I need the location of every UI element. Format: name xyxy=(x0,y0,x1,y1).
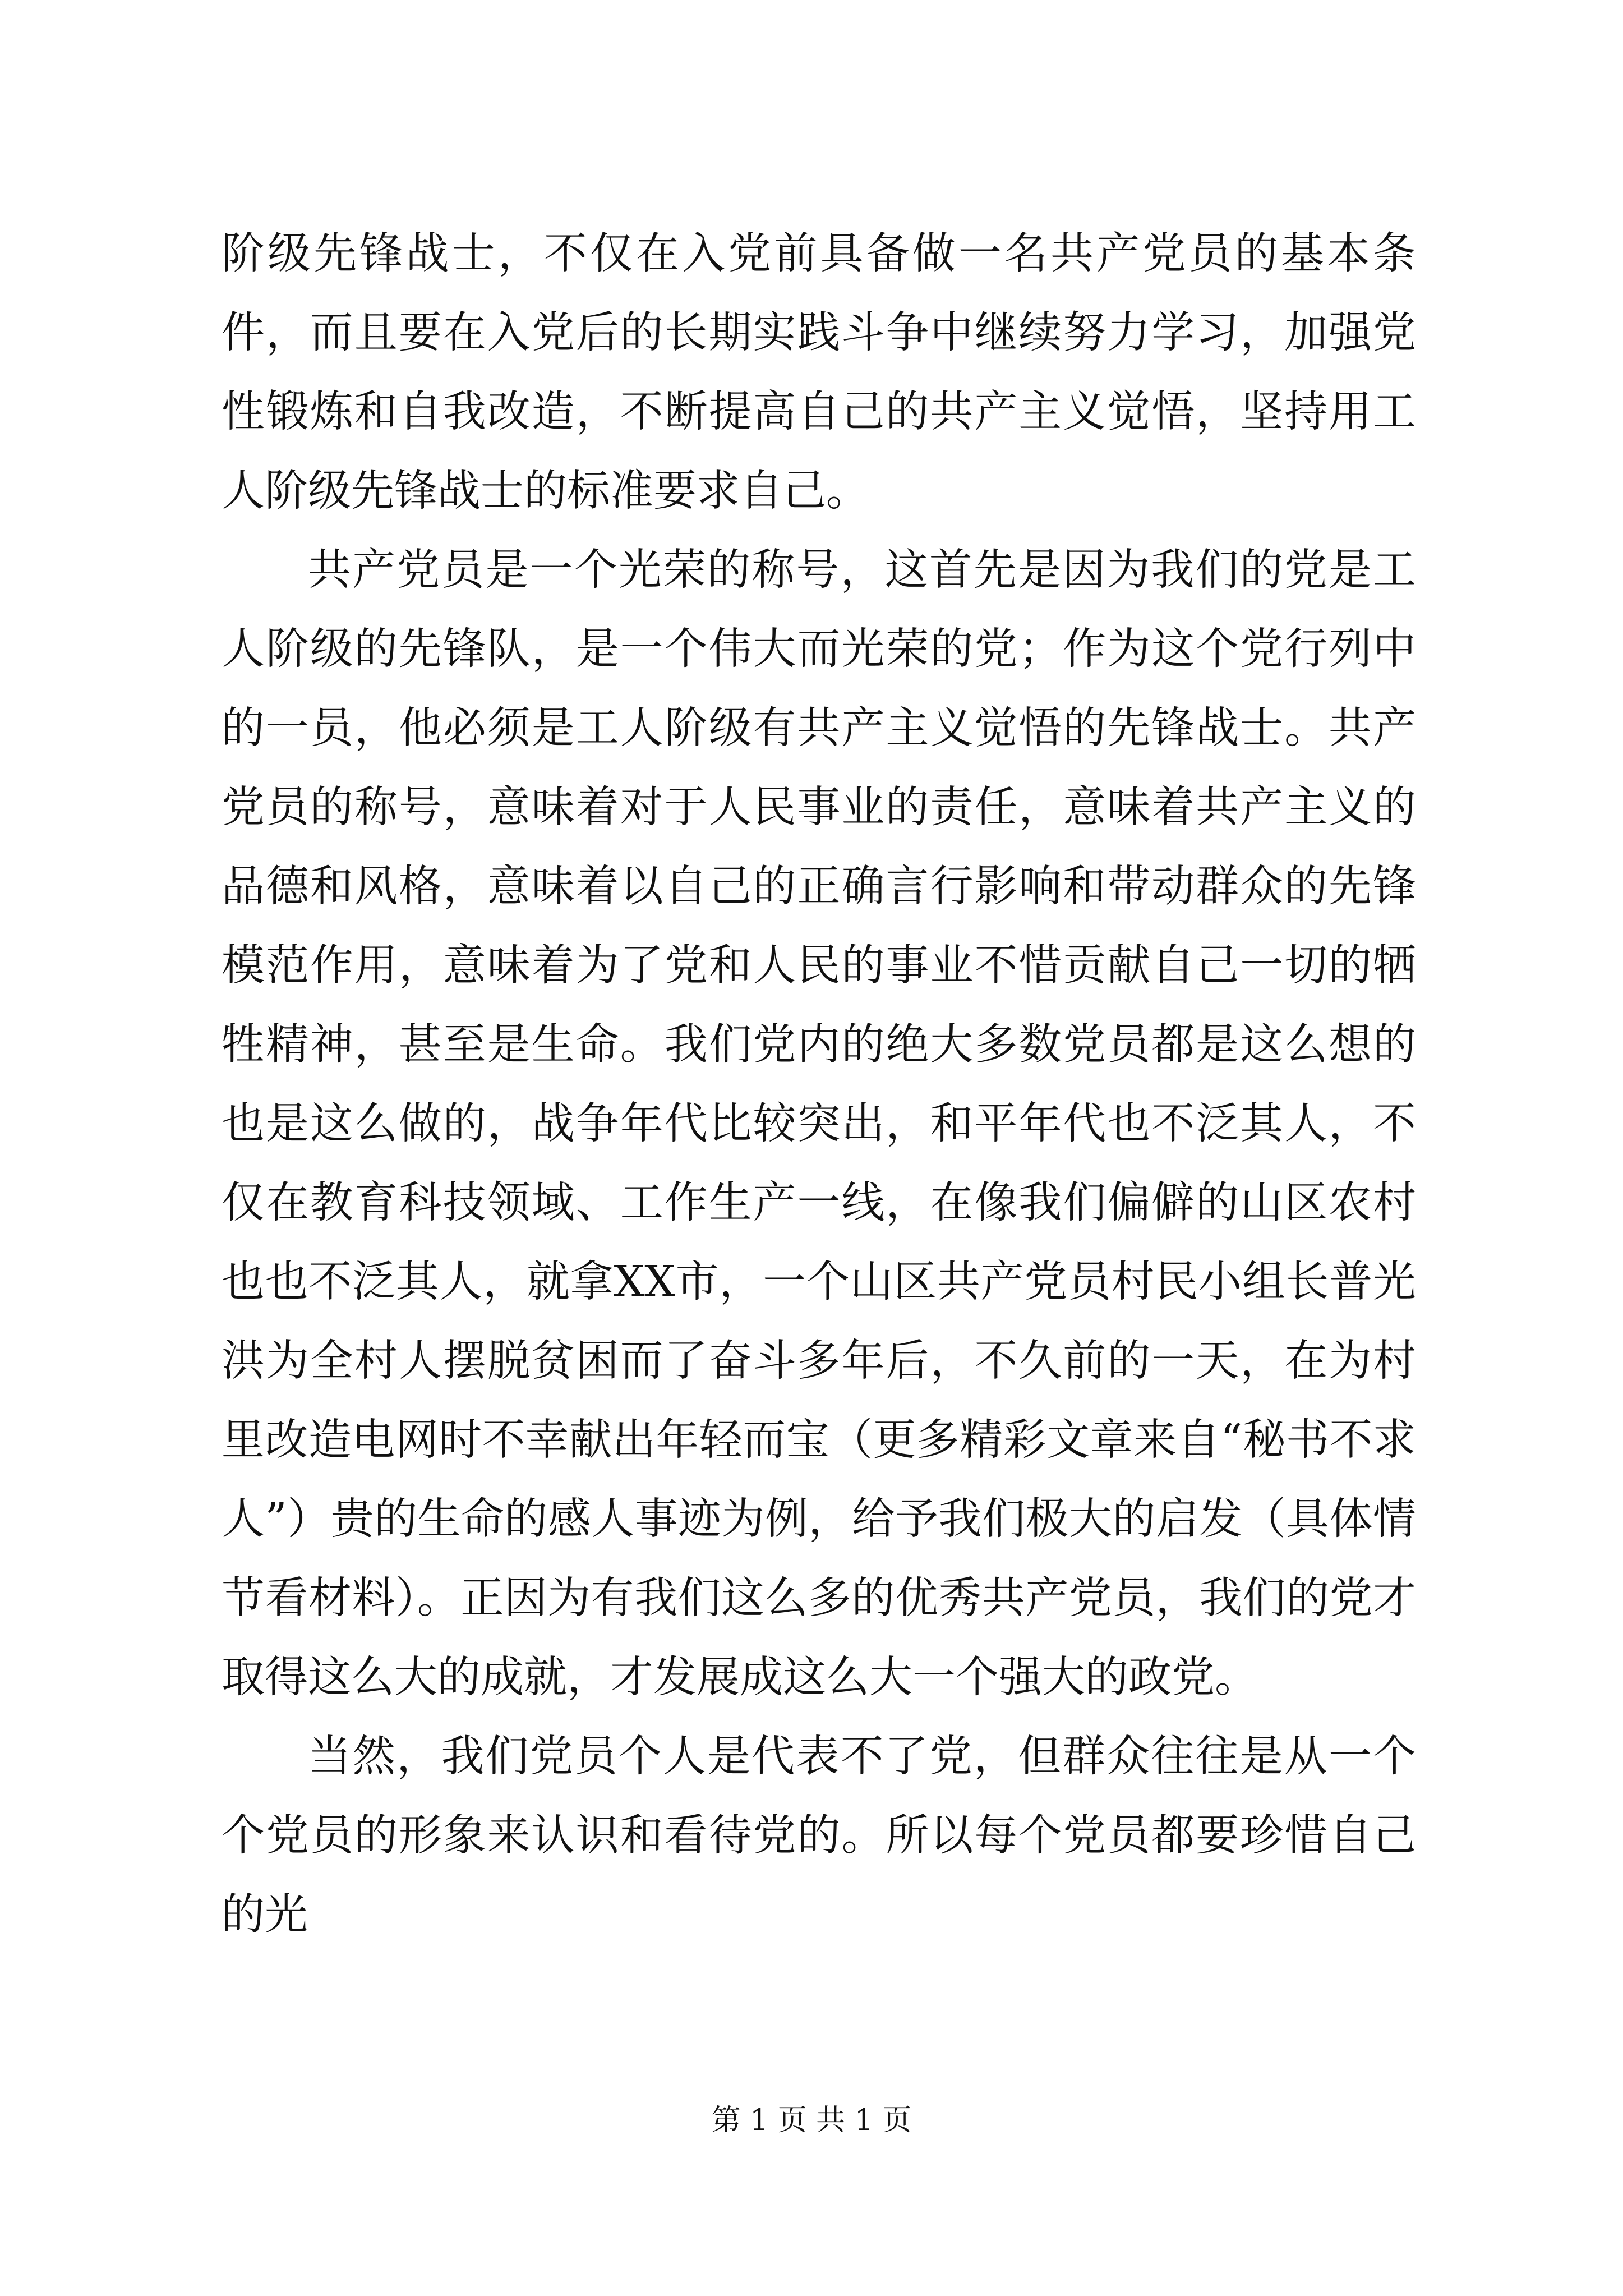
paragraph-2: 共产党员是一个光荣的称号，这首先是因为我们的党是工人阶级的先锋队，是一个伟大而光荣的党；作为这个党行列中的一员，他必须是工人阶级有共产主义觉悟的先锋战士。共产党员的称号，意味着对于人民事业的责任，意味着共产主义的品德和风格，意味着以自己的正确言行影响和带动群众的先锋模范作用，意味着为了党和人民的事业不惜贡献自己一切的牺牲精神，甚至是生命。我们党内的绝大多数党员都是这么想的也是这么做的，战争年代比较突出，和平年代也不泛其人，不仅在教育科技领域、工作生产一线，在像我们偏僻的山区农村也也不泛其人，就拿XX市，一个山区共产党员村民小组长普光洪为全村人摆脱贫困而了奋斗多年后，不久前的一天，在为村里改造电网时不幸献出年轻而宝（更多精彩文章来自“秘书不求人”）贵的生命的感人事迹为例，给予我们极大的启发（具体情节看材料）。正因为有我们这么多的优秀共产党员，我们的党才取得这么大的成就，才发展成这么大一个强大的政党。 xyxy=(222,545,1416,1703)
page-footer: 第 1 页 共 1 页 xyxy=(711,2104,912,2137)
document-body xyxy=(222,214,1416,1954)
paragraph-1: 阶级先锋战士，不仅在入党前具备做一名共产党员的基本条件，而且要在入党后的长期实践斗争中继续努力学习，加强党性锻炼和自我改造，不断提高自己的共产主义觉悟，坚持用工人阶级先锋战士的标准要求自己。 xyxy=(222,229,1416,516)
paragraph-3: 当然，我们党员个人是代表不了党，但群众往往是从一个个党员的形象来认识和看待党的。所以每个党员都要珍惜自己的光 xyxy=(222,1732,1416,1940)
